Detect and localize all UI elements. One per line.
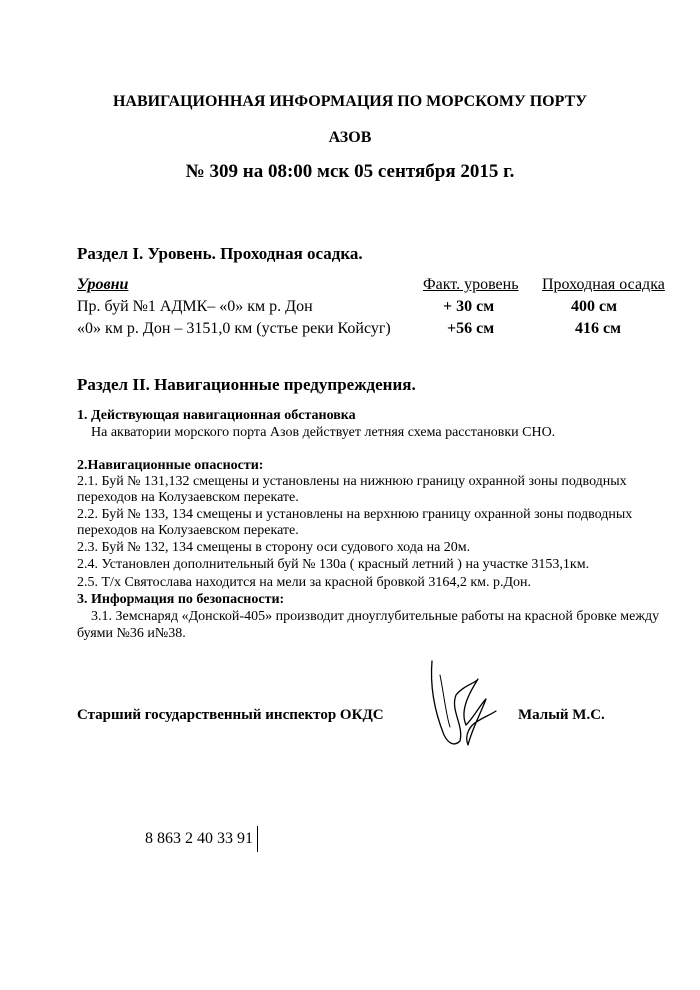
table-header-draft: Проходная осадка (542, 276, 665, 293)
table-row-1-draft: 400 см (571, 298, 617, 315)
table-header-levels: Уровни (77, 276, 129, 293)
safety-info-line: 3.1. Земснаряд «Донской-405» производит дноуглубительные работы на красной бровке между (91, 609, 660, 624)
subsection-1-title: 1. Действующая навигационная обстановка (77, 408, 356, 423)
table-row-1-level: + 30 см (443, 298, 495, 315)
section-1-heading: Раздел I. Уровень. Проходная осадка. (77, 244, 363, 263)
handwritten-signature (420, 655, 505, 755)
signatory-position: Старший государственный инспектор ОКДС (77, 707, 384, 723)
signatory-name: Малый М.С. (518, 707, 605, 723)
hazard-line: переходов на Колузаевском перекате. (77, 523, 299, 538)
hazard-line: 2.5. Т/х Святослава находится на мели за красной бровкой 3164,2 км. р.Дон. (77, 575, 532, 590)
hazard-line: 2.1. Буй № 131,132 смещены и установлены на нижнюю границу охранной зоны подводных (77, 474, 627, 489)
section-2-heading: Раздел II. Навигационные предупреждения. (77, 375, 416, 394)
subsection-2-title: 2.Навигационные опасности: (77, 458, 264, 473)
table-header-actual-level: Факт. уровень (423, 276, 519, 293)
port-name: АЗОВ (328, 129, 372, 146)
hazard-line: 2.4. Установлен дополнительный буй № 130а ( красный летний ) на участке 3153,1км. (77, 557, 590, 572)
document-title: НАВИГАЦИОННАЯ ИНФОРМАЦИЯ ПО МОРСКОМУ ПОРТУ (112, 93, 587, 110)
safety-info-line: буями №36 и№38. (77, 626, 186, 641)
hazard-line: 2.2. Буй № 133, 134 смещены и установлены на верхнюю границу охранной зоны подводных (77, 507, 633, 522)
subsection-3-title: 3. Информация по безопасности: (77, 592, 285, 607)
phone-number: 8 863 2 40 33 91 (145, 830, 253, 847)
table-row-2-level: +56 см (447, 320, 495, 337)
subsection-1-text: На акватории морского порта Азов действует летняя схема расстановки СНО. (91, 425, 556, 440)
text-cursor (257, 826, 258, 852)
table-row-2-location: «0» км р. Дон – 3151,0 км (устье реки Койсуг) (77, 320, 391, 337)
table-row-2-draft: 416 см (575, 320, 621, 337)
hazard-line: переходов на Колузаевском перекате. (77, 490, 299, 505)
issue-number-date: № 309 на 08:00 мск 05 сентября 2015 г. (185, 161, 515, 182)
hazard-line: 2.3. Буй № 132, 134 смещены в сторону оси судового хода на 20м. (77, 540, 471, 555)
table-row-1-location: Пр. буй №1 АДМК– «0» км р. Дон (77, 298, 313, 315)
